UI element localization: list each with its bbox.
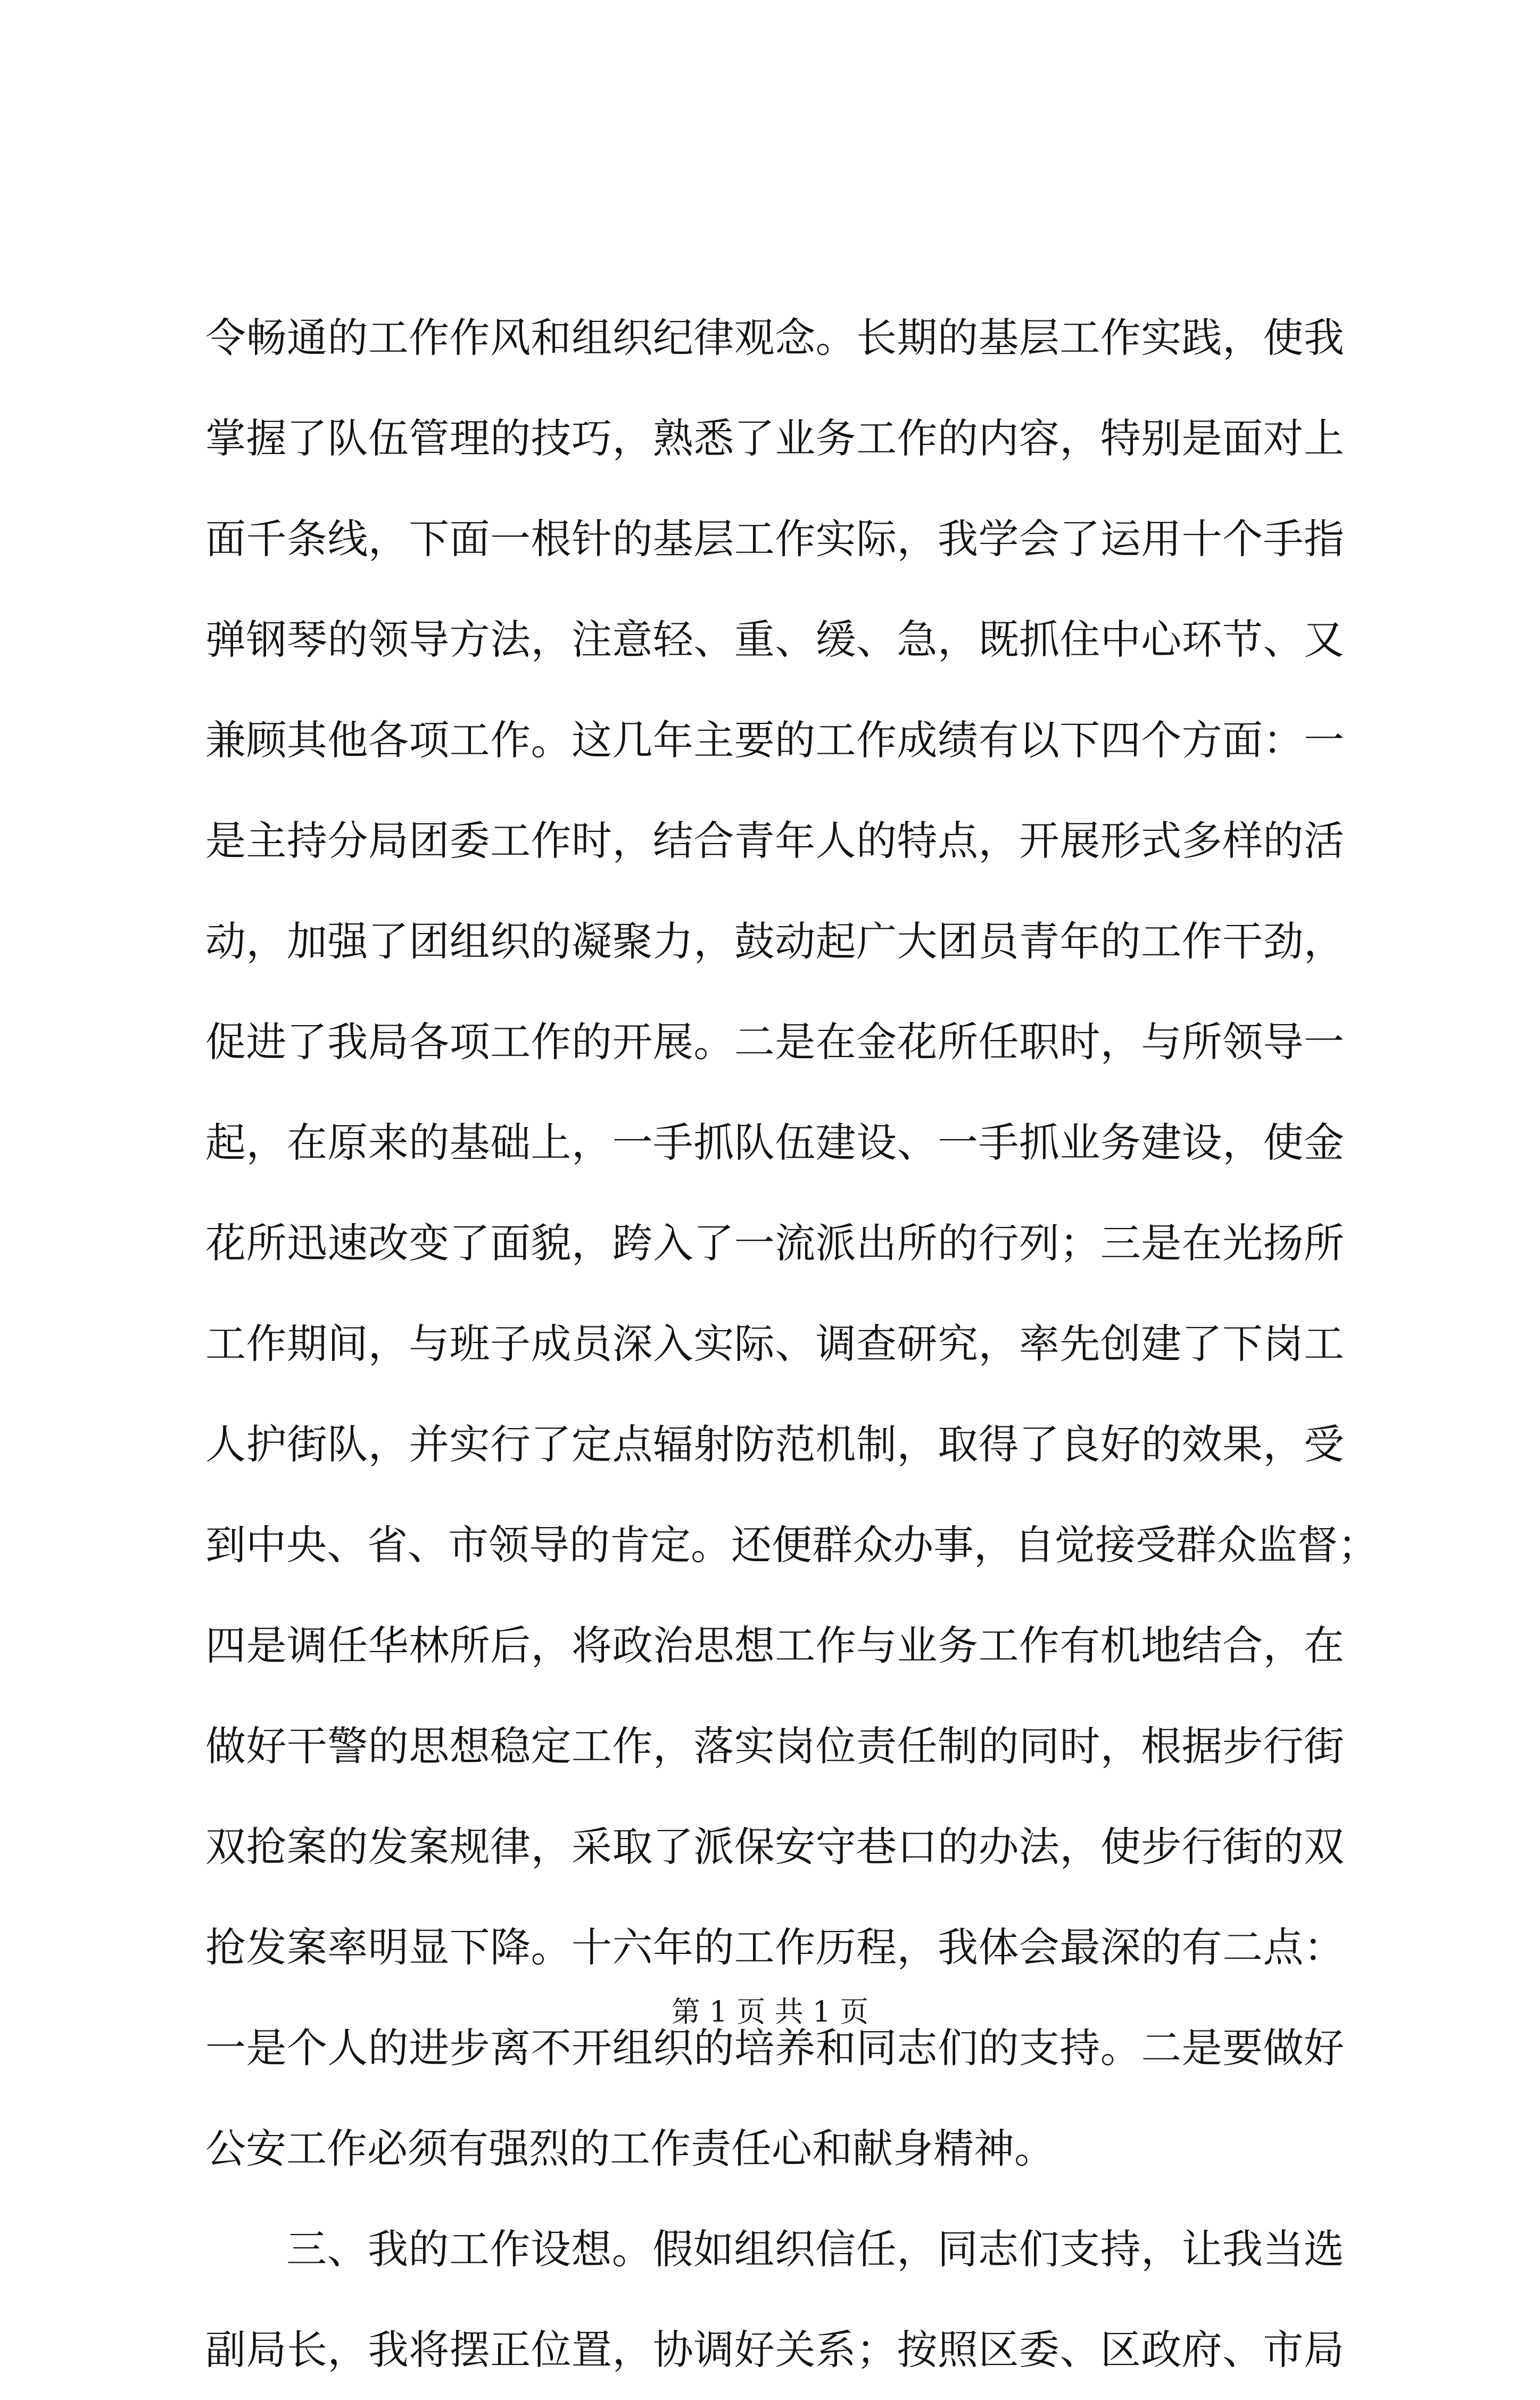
- text-line: 是主持分局团委工作时，结合青年人的特点，开展形式多样的活: [205, 817, 1344, 864]
- text-line: 工作期间，与班子成员深入实际、调查研究，率先创建了下岗工: [205, 1320, 1344, 1367]
- paragraph-1: [205, 287, 1378, 2199]
- text-line: 掌握了队伍管理的技巧，熟悉了业务工作的内容，特别是面对上: [205, 415, 1344, 462]
- text-line: 副局长，我将摆正位置，协调好关系；按照区委、区政府、市局: [205, 2326, 1344, 2373]
- text-line: 到中央、省、市领导的肯定。还便群众办事，自觉接受群众监督；: [205, 1521, 1378, 1569]
- text-line: 面千条线，下面一根针的基层工作实际，我学会了运用十个手指: [205, 515, 1344, 563]
- text-line: 抢发案率明显下降。十六年的工作历程，我体会最深的有二点：: [205, 1924, 1344, 1971]
- text-line: 公安工作必须有强烈的工作责任心和献身精神。: [205, 2125, 1055, 2172]
- text-line: 人护街队，并实行了定点辐射防范机制，取得了良好的效果，受: [205, 1421, 1344, 1468]
- text-line: 一是个人的进步离不开组织的培养和同志们的支持。二是要做好: [205, 2024, 1344, 2072]
- text-line: 促进了我局各项工作的开展。二是在金花所任职时，与所领导一: [205, 1018, 1344, 1066]
- text-line: 起，在原来的基础上，一手抓队伍建设、一手抓业务建设，使金: [205, 1119, 1344, 1166]
- page-footer: [0, 1991, 1540, 2033]
- text-line: 令畅通的工作作风和组织纪律观念。长期的基层工作实践，使我: [205, 314, 1344, 361]
- document-body: [205, 287, 1378, 2400]
- text-line: 双抢案的发案规律，采取了派保安守巷口的办法，使步行街的双: [205, 1823, 1344, 1870]
- text-line: 花所迅速改变了面貌，跨入了一流派出所的行列；三是在光扬所: [205, 1219, 1344, 1267]
- text-line: 做好干警的思想稳定工作，落实岗位责任制的同时，根据步行街: [205, 1722, 1344, 1770]
- page-number: 第 1 页 共 1 页: [671, 1995, 869, 2028]
- text-line: 动，加强了团组织的凝聚力，鼓动起广大团员青年的工作干劲，: [205, 918, 1344, 965]
- text-line: 弹钢琴的领导方法，注意轻、重、缓、急，既抓住中心环节、又: [205, 616, 1344, 663]
- text-line: 兼顾其他各项工作。这几年主要的工作成绩有以下四个方面：一: [205, 716, 1344, 764]
- paragraph-2: [205, 2199, 1344, 2400]
- text-line: 三、我的工作设想。假如组织信任，同志们支持，让我当选: [286, 2225, 1344, 2273]
- text-line: 四是调任华林所后，将政治思想工作与业务工作有机地结合，在: [205, 1622, 1344, 1669]
